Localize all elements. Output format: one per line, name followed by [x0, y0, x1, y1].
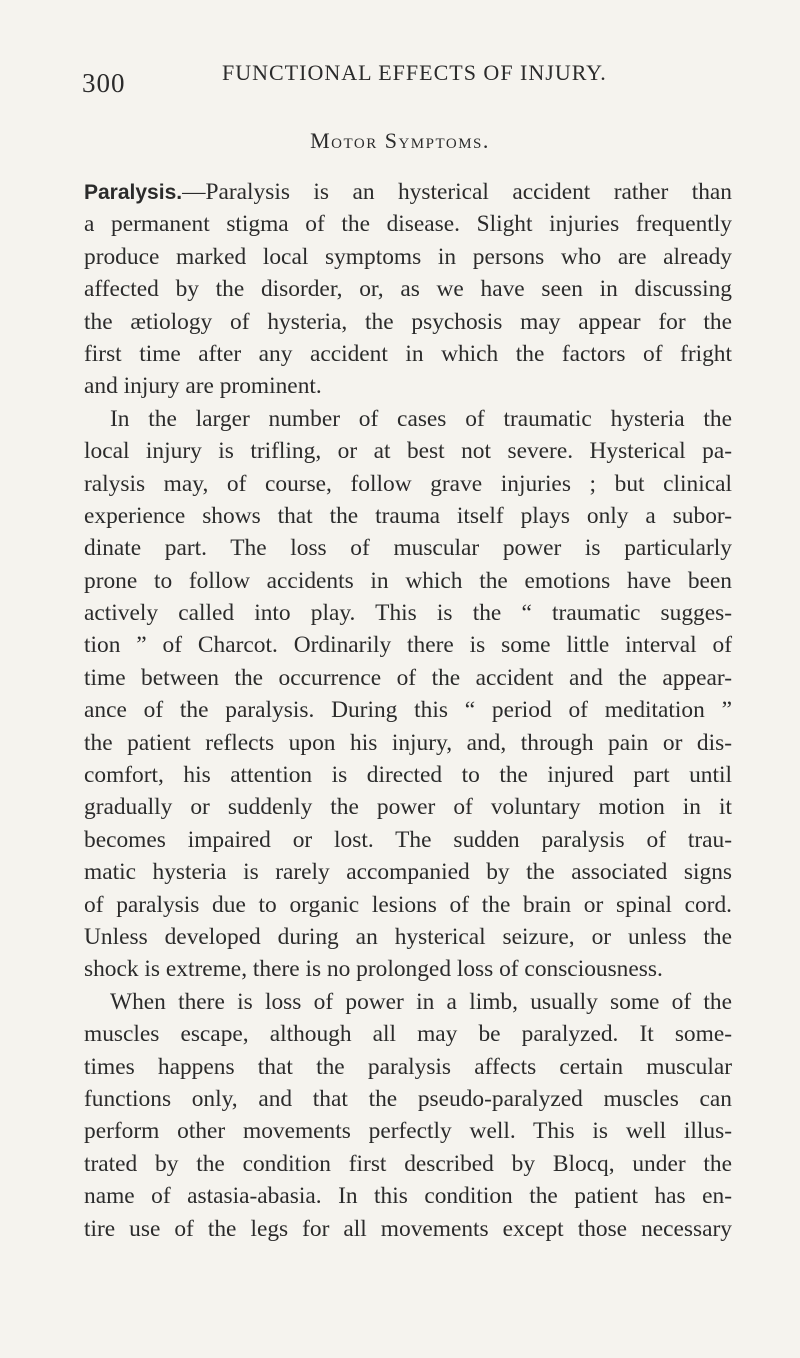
- text-line: muscles escape, although all may be paralyzed. It some-: [84, 1021, 732, 1048]
- text-line: functions only, and that the pseudo-paralyzed muscles can: [84, 1085, 732, 1112]
- text-line: tire use of the legs for all movements except those necessary: [84, 1215, 732, 1242]
- text-line: the ætiology of hysteria, the psychosis may appear for the: [84, 308, 732, 335]
- text-line: a permanent stigma of the disease. Slight injuries frequently: [84, 211, 732, 238]
- text-line: trated by the condition first described by Blocq, under the: [84, 1150, 732, 1177]
- text-line: actively called into play. This is the “ traumatic sugges-: [84, 600, 732, 627]
- text-line: name of astasia-abasia. In this condition the patient has en-: [84, 1183, 732, 1210]
- text-line: ance of the paralysis. During this “ period of meditation ”: [84, 697, 732, 724]
- text-line-content: —Paralysis is an hysterical accident rather than: [182, 179, 732, 205]
- text-line: affected by the disorder, or, as we have seen in discussing: [84, 276, 732, 303]
- section-title: Motor Symptoms.: [310, 128, 490, 153]
- text-line: becomes impaired or lost. The sudden paralysis of trau-: [84, 826, 732, 853]
- text-line: and injury are prominent.: [84, 373, 322, 400]
- run-in-heading: Paralysis.: [84, 181, 183, 204]
- text-line: dinate part. The loss of muscular power is particularly: [84, 535, 732, 562]
- text-line: ralysis may, of course, follow grave injuries ; but clinical: [84, 470, 732, 497]
- text-line: perform other movements perfectly well. This is well illus-: [84, 1118, 732, 1145]
- paragraph-loss-of-power: [84, 986, 732, 1245]
- text-line: When there is loss of power in a limb, usually some of the: [110, 988, 732, 1015]
- paragraph-paralysis: [84, 176, 732, 403]
- text-line: produce marked local symptoms in persons who are already: [84, 243, 732, 270]
- text-line: local injury is trifling, or at best not severe. Hysterical pa-: [84, 438, 732, 465]
- text-line: tion ” of Charcot. Ordinarily there is some little interval of: [84, 632, 732, 659]
- text-line: the patient reflects upon his injury, and, through pain or dis-: [84, 729, 732, 756]
- text-line: In the larger number of cases of traumatic hysteria the: [110, 405, 732, 432]
- paragraph-traumatic-hysteria: [84, 403, 732, 986]
- running-head: FUNCTIONAL EFFECTS OF INJURY.: [222, 60, 607, 85]
- text-line: experience shows that the trauma itself plays only a subor-: [84, 502, 732, 529]
- text-line: comfort, his attention is directed to the injured part until: [84, 762, 732, 789]
- text-line: time between the occurrence of the accident and the appear-: [84, 664, 732, 691]
- text-line: matic hysteria is rarely accompanied by the associated signs: [84, 859, 732, 886]
- text-line: of paralysis due to organic lesions of the brain or spinal cord.: [84, 891, 732, 918]
- text-line: prone to follow accidents in which the emotions have been: [84, 567, 732, 594]
- body-text: [84, 176, 732, 1245]
- text-line: gradually or suddenly the power of voluntary motion in it: [84, 794, 732, 821]
- text-line: times happens that the paralysis affects certain muscular: [84, 1053, 732, 1080]
- text-line: first time after any accident in which the factors of fright: [84, 340, 732, 367]
- page-number: 300: [82, 68, 126, 98]
- text-line: shock is extreme, there is no prolonged loss of consciousness.: [84, 956, 663, 983]
- text-line: [84, 176, 732, 208]
- text-line: Unless developed during an hysterical seizure, or unless the: [84, 923, 732, 950]
